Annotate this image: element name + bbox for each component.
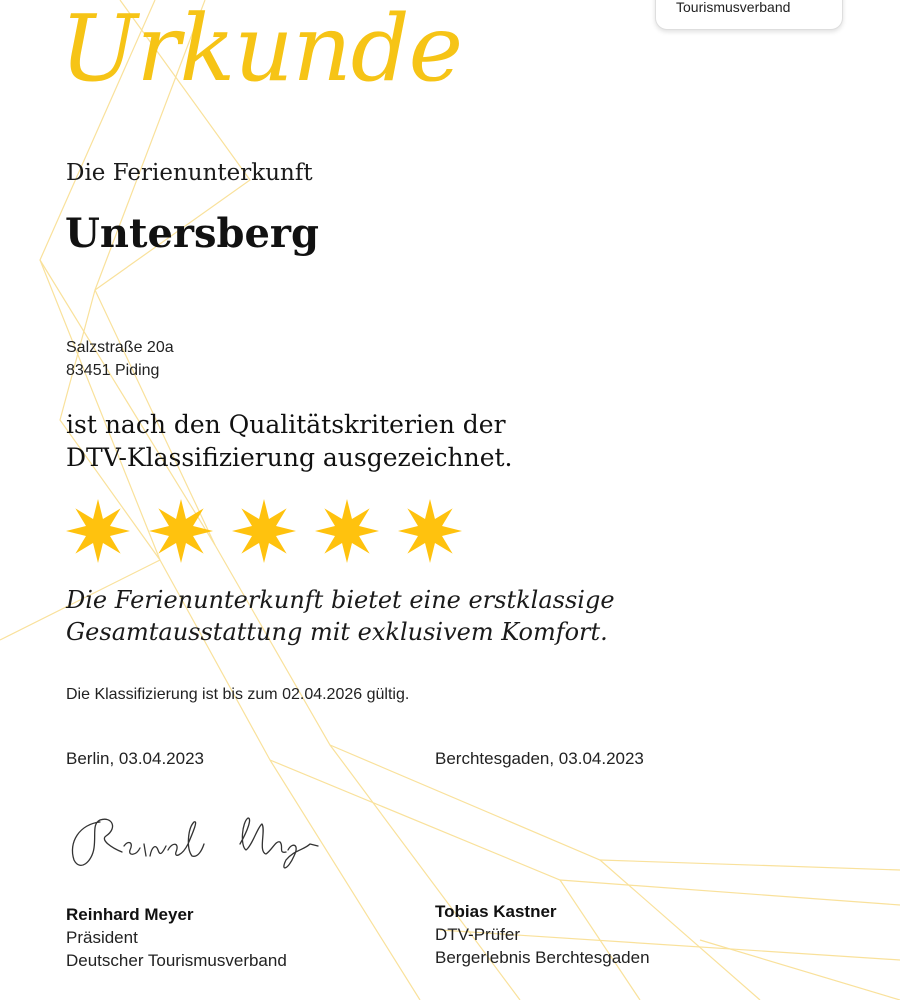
badge-text: Tourismusverband (676, 0, 791, 15)
address-city: 83451 Piding (66, 362, 160, 379)
right-signatory (435, 900, 650, 969)
star-icon (232, 499, 296, 563)
dtv-badge (655, 0, 843, 30)
star-rating (66, 498, 486, 564)
certificate-title: Urkunde (60, 0, 463, 102)
star-icon (398, 499, 462, 563)
signatory-org: Deutscher Tourismusverband (66, 951, 287, 970)
left-place-date: Berlin, 03.04.2023 (66, 749, 204, 768)
description-line: Gesamtausstattung mit exklusivem Komfort. (66, 618, 608, 646)
award-line: DTV-Klassifizierung ausgezeichnet. (66, 443, 513, 472)
validity-note: Die Klassifizierung ist bis zum 02.04.2026 gültig. (66, 686, 410, 703)
property-address (66, 336, 174, 382)
star-icon (315, 499, 379, 563)
description-line: Die Ferienunterkunft bietet eine erstklassige (66, 586, 615, 614)
star-icon (66, 499, 130, 563)
signatory-role: Präsident (66, 928, 138, 947)
award-line: ist nach den Qualitätskriterien der (66, 410, 506, 439)
category-description (66, 584, 615, 648)
certificate-subtitle: Die Ferienunterkunft (66, 160, 313, 186)
right-place-date: Berchtesgaden, 03.04.2023 (435, 749, 644, 768)
award-statement (66, 408, 512, 474)
property-name: Untersberg (65, 210, 319, 257)
star-icon (149, 499, 213, 563)
signature-icon (62, 800, 332, 880)
left-signatory (66, 903, 287, 972)
address-street: Salzstraße 20a (66, 339, 174, 356)
signatory-role: DTV-Prüfer (435, 925, 521, 944)
signatory-name: Reinhard Meyer (66, 905, 194, 924)
signatory-name: Tobias Kastner (435, 902, 557, 921)
signatory-org: Bergerlebnis Berchtesgaden (435, 948, 650, 967)
